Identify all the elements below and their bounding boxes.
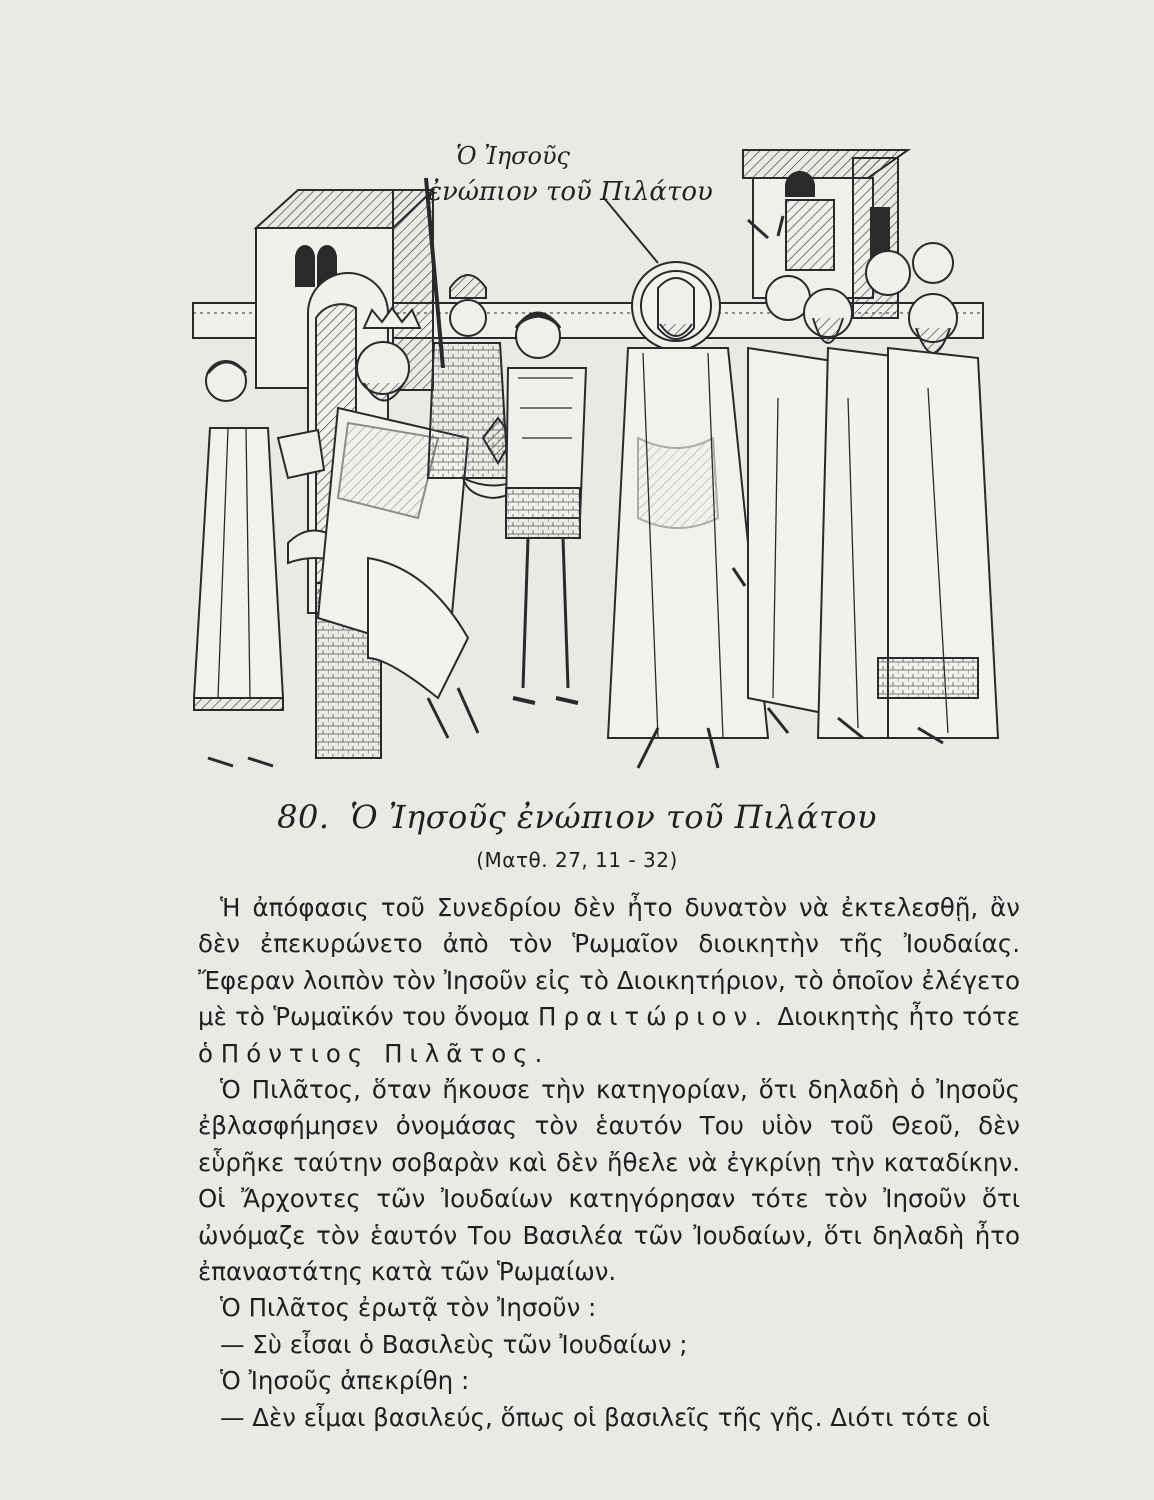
caption-line1: Ὁ Ἰησοῦς (456, 142, 570, 170)
paragraph-3: Ὁ Πιλᾶτος ἐρωτᾷ τὸν Ἰησοῦν : (220, 1293, 597, 1323)
paragraph-4: — Σὺ εἶσαι ὁ Βασιλεὺς τῶν Ἰουδαίων ; (220, 1329, 688, 1359)
icon-illustration-jesus-before-pilate (188, 138, 1008, 793)
body-text (198, 890, 1020, 1436)
paragraph-5: Ὁ Ἰησοῦς ἀπεκρίθη : (220, 1366, 470, 1396)
paragraph-6: — Δὲν εἶμαι βασιλεύς, ὅπως οἱ βασιλεῖς τῆς γῆς. Διότι τότε οἱ (220, 1402, 990, 1432)
scripture-reference: (Ματθ. 27, 11 - 32) (476, 848, 678, 872)
paragraph-1: Ἡ ἀπόφασις τοῦ Συνεδρίου δὲν ἦτο δυνατὸν νὰ ἐκτελεσθῇ, ἂν δὲν ἐπεκυρώνετο ἀπὸ τὸν Ῥωμαῖον διοικητὴν τῆς Ἰουδαίας. Ἔφεραν λοιπὸν τὸν Ἰησοῦν εἰς τὸ Διοικητήριον, τὸ ὁποῖον ἐλέγετο μὲ τὸ Ῥωμαϊκόν του ὄνομα Πραιτώριον. Διοικητὴς ἦτο τότε ὁ Πόντιος Πιλᾶτος. (198, 893, 1020, 1068)
caption-line2: ἐνώπιον τοῦ Πιλάτου (428, 177, 713, 207)
lesson-heading (0, 798, 1154, 836)
paragraph-2: Ὁ Πιλᾶτος, ὅταν ἤκουσε τὴν κατηγορίαν, ὅτι δηλαδὴ ὁ Ἰησοῦς ἐβλασφήμησεν ὀνομάσας τὸν ἑαυτόν Του υἱὸν τοῦ Θεοῦ, δὲν εὗρῆκε ταύτην σοβαρὰν καὶ δὲν ἤθελε νὰ ἐγκρίνῃ τὴν καταδίκην. Οἱ Ἄρχοντες τῶν Ἰουδαίων κατηγόρησαν τότε τὸν Ἰησοῦν ὅτι ὠνόμαζε τὸν ἑαυτόν Του Βασιλέα τῶν Ἰουδαίων, ὅτι δηλαδὴ ἦτο ἐπαναστάτης κατὰ τῶν Ῥωμαίων. (198, 1075, 1020, 1287)
lesson-title: Ὁ Ἰησοῦς ἐνώπιον τοῦ Πιλάτου (350, 798, 877, 836)
lesson-number: 80. (277, 798, 330, 836)
